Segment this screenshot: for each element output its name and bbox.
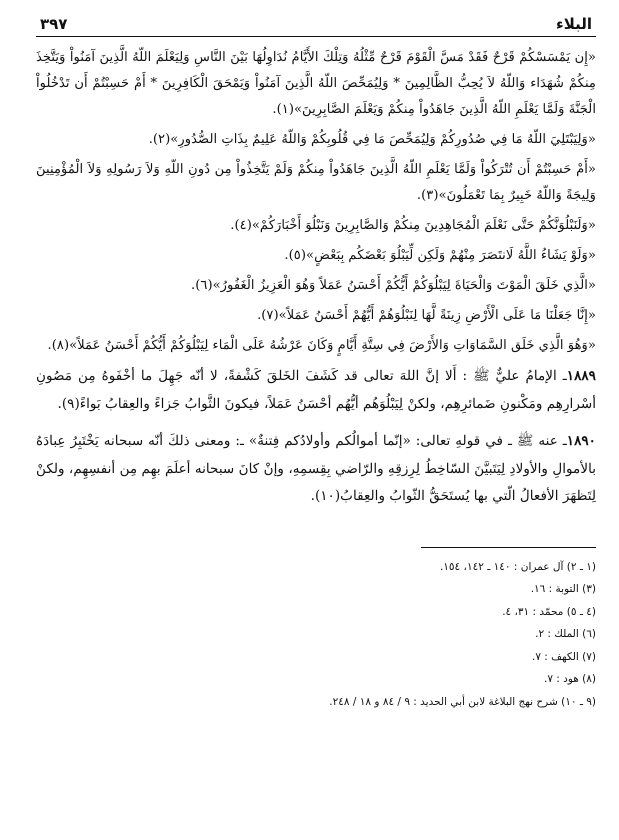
main-text [36,45,596,511]
footnote: (٤ ـ ٥) محمّد : ٣١، ٤. [502,605,596,618]
quran-verse: «أَمْ حَسِبْتُمْ أَن تُتْرَكُواْ وَلَمَّا يَعْلَمِ اللّهُ الَّذِينَ جَاهَدُواْ مِنكُمْ وَلَمْ يَتَّخِذُواْ مِن دُونِ اللّهِ وَلاَ رَسُولِهِ وَلاَ الْمُؤْمِنِينَ وَلِيجَةً وَاللّهُ خَبِيرٌ بِمَا تَعْمَلُونَ»(٣). [36,162,596,203]
hadith-text: ـ عنه ﷺ ـ في قولهِ تعالى: «إنّما أموالُكم وأولادُكم فِتنةٌ» ـ: ومعنى ذلكَ أنّه سبحانه يَخْتَبِرُ عِبادَهُ بالأموالِ والأولادِ لِيَتَبيَّنَ السّاخِطُ لِرِزقِهِ والرّاضي بِقِسمِهِ، وإنْ كانَ سبحانه أعلَمَ بهِم مِن أنفسِهِم، ولكنْ لِتَظهَرَ الأفعالُ الّتي بها يُستَحَقُّ الثّوابُ والعِقابُ(١٠). [36,433,596,504]
footnote: (١ ـ ٢) آل عمران : ١٤٠ ـ ١٤٢، ١٥٤. [439,560,596,573]
book-page [36,12,596,828]
footnote: (٣) التوبة : ١٦. [530,583,596,595]
quran-verse: «وَلَوْ يَشَاءُ اللَّهُ لَانتَصَرَ مِنْهُمْ وَلَكِن لِّيَبْلُوَ بَعْضَكُم بِبَعْضٍ»(٥). [284,248,596,263]
footnote: (٧) الكهف : ٧. [531,650,596,663]
running-header [36,12,596,37]
page-number: ٣٩٧ [40,15,68,33]
hadith-number: ١٨٨٩ [566,368,596,384]
section-title: البلاء [556,15,592,33]
quran-verse: «وَلِيَبْتَلِيَ اللّهُ مَا فِي صُدُورِكُمْ وَلِيُمَحِّصَ مَا فِي قُلُوبِكُمْ وَاللّهُ عَلِيمٌ بِذَاتِ الصُّدُورِ»(٢). [148,132,596,147]
footnotes [36,556,596,714]
hadith-number: ١٨٩٠ [566,433,596,449]
quran-verse: «إِنَّا جَعَلْنَا مَا عَلَى الْأَرْضِ زِينَةً لَّهَا لِنَبْلُوَهُمْ أَيُّهُمْ أَحْسَنُ عَمَلاً»(٧). [257,308,596,323]
quran-verse: «الَّذِي خَلَقَ الْمَوْتَ وَالْحَيَاةَ لِيَبْلُوَكُمْ أَيُّكُمْ أَحْسَنُ عَمَلاً وَهُوَ الْعَزِيزُ الْغَفُورُ»(٦). [191,278,596,293]
hadith-1890 [36,428,596,511]
quran-verse: «وَلَنَبْلُوَنَّكُمْ حَتَّى نَعْلَمَ الْمُجَاهِدِينَ مِنكُمْ وَالصَّابِرِينَ وَنَبْلُوَ أَخْبَارَكُمْ»(٤). [230,218,596,233]
quran-verse: «وَهُوَ الَّذِي خَلَق السَّمَاوَاتِ وَالأَرْضَ فِي سِتَّةِ أَيَّامٍ وَكَانَ عَرْشُهُ عَلَى الْمَاء لِيَبْلُوَكُمْ أَيُّكُمْ أَحْسَنُ عَمَلاً»(٨). [47,338,596,353]
footnote: (٦) الملك : ٢. [535,628,596,640]
quran-verse: «إِن يَمْسَسْكُمْ قَرْحٌ فَقَدْ مَسَّ الْقَوْمَ قَرْحٌ مِّثْلُهُ وَتِلْكَ الأَيَّامُ نُدَاوِلُهَا بَيْنَ النَّاسِ وَلِيَعْلَمَ اللّهُ الَّذِينَ آمَنُواْ وَيَتَّخِذَ مِنكُمْ شُهَدَاء وَاللّهُ لاَ يُحِبُّ الظَّالِمِينَ * وَلِيُمَحِّصَ اللّهُ الَّذِينَ آمَنُواْ وَيَمْحَقَ الْكَافِرِينَ * أَمْ حَسِبْتُمْ أَن تَدْخُلُواْ الْجَنَّةَ وَلَمَّا يَعْلَمِ اللّهُ الَّذِينَ جَاهَدُواْ مِنكُمْ وَيَعْلَمَ الصَّابِرِينَ»(١). [36,50,596,117]
footnote: (٨) هود : ٧. [543,673,596,685]
footnote: (٩ ـ ١٠) شرح نهج البلاغة لابن أبي الحديد : ٩ / ٨٤ و ١٨ / ٢٤٨. [329,695,596,708]
footnote-divider [421,547,596,548]
hadith-1889 [36,363,596,418]
hadith-text: ـ الإمامُ عليٌّ ﷺ : أَلا إنَّ اللهَ تعالى قد كَشَفَ الخَلقَ كَشْفةً، لا أنّه جَهِلَ ما أخْفَوهُ مِن مَصُونِ أسْرارِهِم ومَكْنونِ ضَمائرِهِم، ولكنْ لِيَبْلُوَهُم أيُّهُم أحْسَنُ عَمَلاً، فيكونَ الثَّوابُ جَزاءً والعِقابُ بَواءً(٩). [36,368,596,412]
